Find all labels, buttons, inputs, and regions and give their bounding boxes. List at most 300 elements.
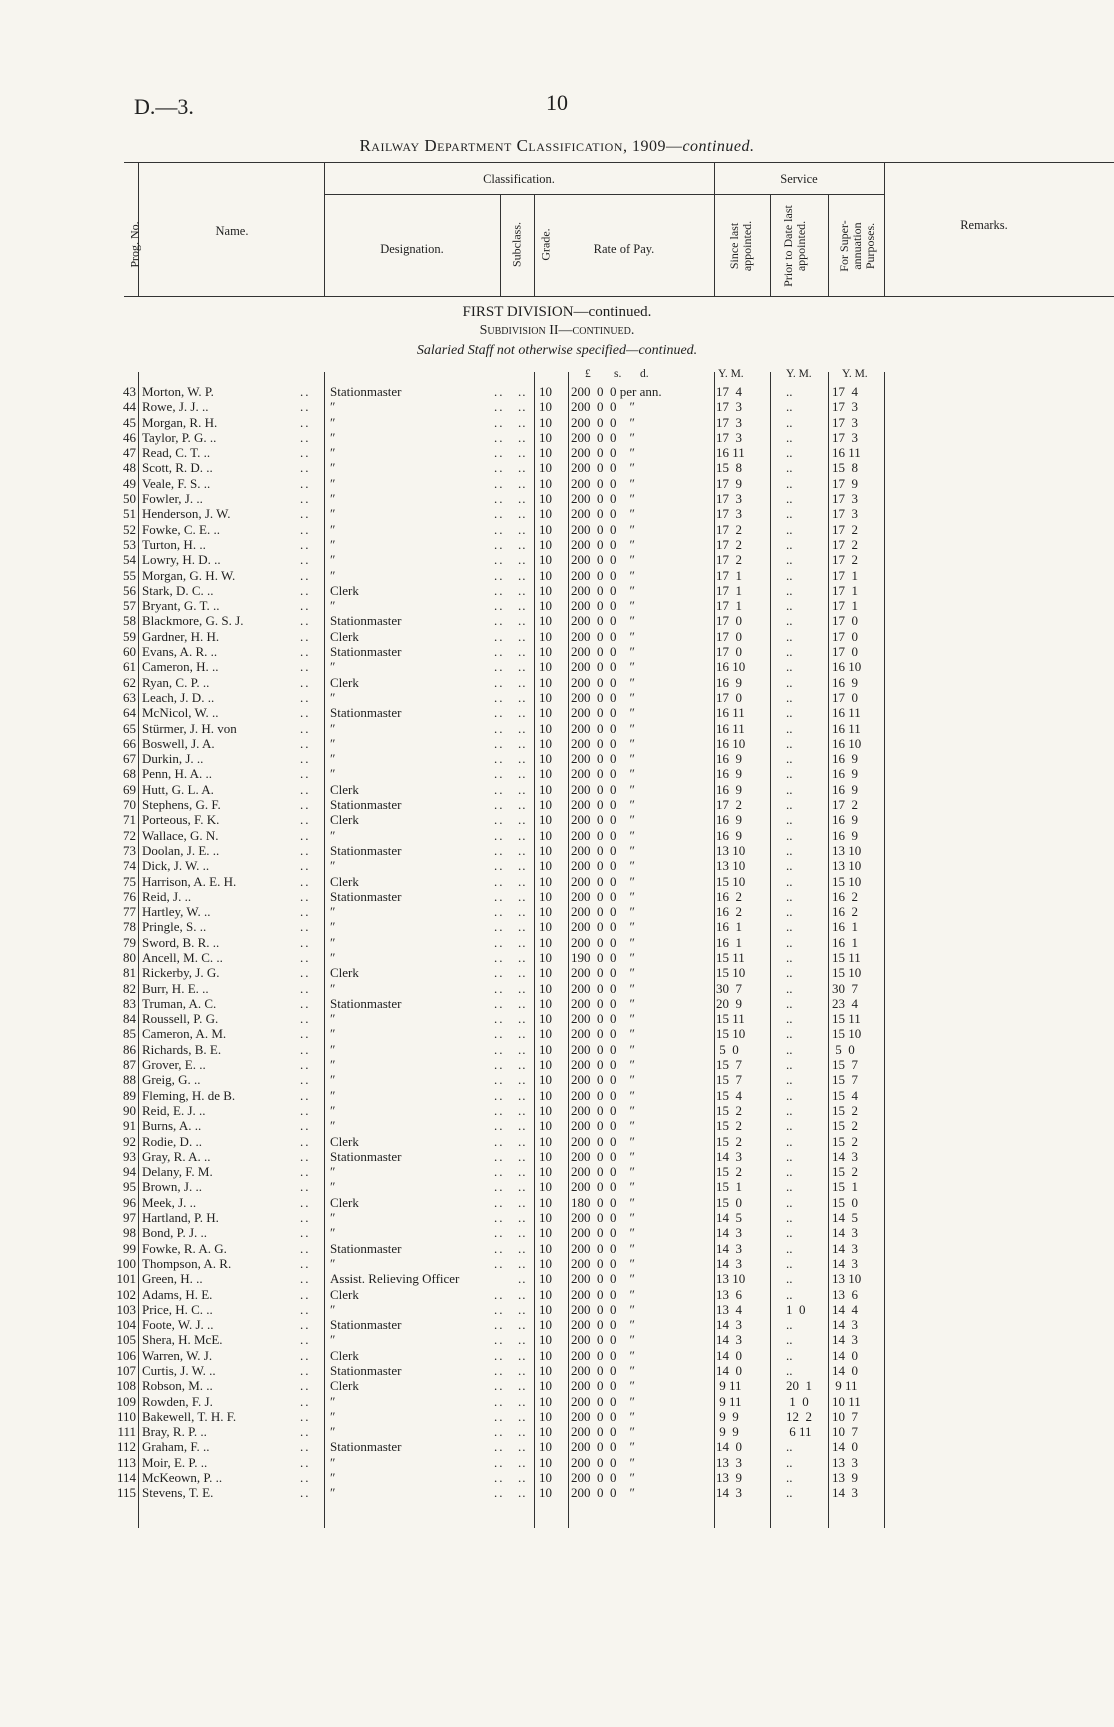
- row-superannuation: 14 0: [832, 1363, 858, 1378]
- row-superannuation: 14 5: [832, 1210, 858, 1226]
- row-since-last: 16 10: [716, 659, 746, 675]
- row-superannuation: 16 9: [832, 674, 858, 690]
- table-row: [0, 1332, 1114, 1347]
- row-leader: ..: [518, 766, 527, 782]
- row-designation: Stationmaster: [330, 613, 402, 629]
- row-name: Pringle, S. ..: [142, 919, 207, 935]
- row-number: 46: [123, 429, 136, 445]
- row-designation: Clerk: [330, 965, 359, 981]
- row-designation: ″: [330, 399, 336, 415]
- row-grade: 10: [539, 628, 552, 644]
- row-rate-of-pay: 200 0 0 ″: [571, 735, 635, 751]
- staff-heading: Salaried Staff not otherwise specified—continued.: [416, 343, 698, 358]
- row-leader: ..: [300, 598, 311, 614]
- table-row: [0, 1179, 1114, 1194]
- row-number: 45: [123, 414, 136, 430]
- table-row: [0, 1348, 1114, 1363]
- row-grade: 10: [539, 751, 552, 767]
- row-rate-of-pay: 200 0 0 ″: [571, 644, 635, 660]
- row-superannuation: 15 11: [832, 1011, 861, 1027]
- unit-prior: Y. M.: [786, 368, 812, 380]
- row-leader: ..: [494, 980, 505, 996]
- row-leader: ..: [494, 399, 505, 415]
- row-designation: ″: [330, 1255, 336, 1271]
- row-leader: ..: [518, 445, 527, 461]
- row-prior: 20 1: [786, 1378, 812, 1394]
- row-grade: 10: [539, 980, 552, 996]
- row-name: Dick, J. W. ..: [142, 858, 210, 874]
- row-number: 85: [123, 1026, 136, 1042]
- row-grade: 10: [539, 521, 552, 537]
- row-designation: ″: [330, 827, 336, 843]
- row-leader: ..: [494, 414, 505, 430]
- row-since-last: 15 2: [716, 1102, 742, 1118]
- row-designation: Assist. Relieving Officer: [330, 1271, 460, 1287]
- table-row: [0, 904, 1114, 919]
- unit-shillings: s.: [614, 368, 622, 380]
- table-row: [0, 1118, 1114, 1133]
- row-designation: ″: [330, 919, 336, 935]
- row-name: Lowry, H. D. ..: [142, 552, 221, 568]
- row-superannuation: 17 0: [832, 613, 858, 629]
- row-leader: ..: [518, 1194, 527, 1210]
- row-rate-of-pay: 200 0 0 ″: [571, 1408, 635, 1424]
- row-rate-of-pay: 200 0 0 ″: [571, 919, 635, 935]
- row-prior: ..: [786, 812, 793, 828]
- row-leader: ..: [494, 1225, 505, 1241]
- row-leader: ..: [300, 1087, 311, 1103]
- col-classification: Classification.: [483, 172, 555, 186]
- row-prior: ..: [786, 720, 793, 736]
- row-grade: 10: [539, 919, 552, 935]
- row-prior: ..: [786, 735, 793, 751]
- row-leader: ..: [518, 659, 527, 675]
- row-name: Rickerby, J. G.: [142, 965, 220, 981]
- row-leader: ..: [300, 1301, 311, 1317]
- row-grade: 10: [539, 1164, 552, 1180]
- row-prior: 6 11: [786, 1424, 812, 1440]
- row-since-last: 13 10: [716, 1271, 746, 1287]
- row-number: 69: [123, 781, 136, 797]
- row-leader: ..: [494, 1363, 505, 1378]
- row-leader: ..: [518, 1454, 527, 1470]
- row-superannuation: 17 2: [832, 797, 858, 813]
- table-row: [0, 1042, 1114, 1057]
- row-leader: ..: [494, 506, 505, 522]
- table-row: [0, 828, 1114, 843]
- row-name: Cameron, A. M.: [142, 1026, 227, 1042]
- row-leader: ..: [518, 888, 527, 904]
- row-leader: ..: [518, 1087, 527, 1103]
- row-grade: 10: [539, 674, 552, 690]
- row-since-last: 17 2: [716, 521, 742, 537]
- row-grade: 10: [539, 873, 552, 889]
- row-designation: ″: [330, 445, 336, 461]
- row-superannuation: 14 3: [832, 1317, 858, 1333]
- row-rate-of-pay: 200 0 0 ″: [571, 888, 635, 904]
- row-designation: Stationmaster: [330, 1240, 402, 1256]
- row-since-last: 13 3: [716, 1454, 742, 1470]
- row-leader: ..: [494, 797, 505, 813]
- row-name: Graham, F. ..: [142, 1439, 210, 1455]
- row-prior: ..: [786, 1057, 793, 1073]
- row-rate-of-pay: 200 0 0 ″: [571, 980, 635, 996]
- row-rate-of-pay: 200 0 0 ″: [571, 873, 635, 889]
- row-leader: ..: [518, 873, 527, 889]
- row-grade: 10: [539, 1011, 552, 1027]
- title-year: , 1909—: [622, 138, 683, 155]
- row-prior: ..: [786, 1041, 793, 1057]
- row-name: Grover, E. ..: [142, 1057, 206, 1073]
- row-rate-of-pay: 200 0 0 ″: [571, 1179, 635, 1195]
- row-number: 102: [116, 1286, 136, 1302]
- row-superannuation: 13 10: [832, 842, 862, 858]
- row-grade: 10: [539, 1454, 552, 1470]
- row-grade: 10: [539, 1271, 552, 1287]
- row-name: Scott, R. D. ..: [142, 460, 213, 476]
- row-grade: 10: [539, 644, 552, 660]
- row-leader: ..: [300, 1317, 311, 1333]
- row-name: Shera, H. McE.: [142, 1332, 223, 1348]
- row-leader: ..: [300, 1026, 311, 1042]
- row-since-last: 17 0: [716, 628, 742, 644]
- row-rate-of-pay: 200 0 0 ″: [571, 1439, 635, 1455]
- row-leader: ..: [494, 858, 505, 874]
- row-leader: ..: [300, 1286, 311, 1302]
- page-title: [0, 136, 1114, 156]
- row-since-last: 9 11: [716, 1393, 742, 1409]
- service-rule: [714, 194, 884, 195]
- row-superannuation: 17 1: [832, 567, 858, 583]
- row-prior: ..: [786, 460, 793, 476]
- row-leader: ..: [494, 659, 505, 675]
- row-superannuation: 14 0: [832, 1347, 858, 1363]
- row-leader: ..: [300, 766, 311, 782]
- row-designation: ″: [330, 506, 336, 522]
- row-leader: ..: [494, 735, 505, 751]
- header-divider: [500, 194, 501, 296]
- row-designation: Clerk: [330, 1347, 359, 1363]
- row-rate-of-pay: 200 0 0 ″: [571, 934, 635, 950]
- row-leader: ..: [494, 689, 505, 705]
- row-name: Bakewell, T. H. F.: [142, 1408, 237, 1424]
- row-superannuation: 17 0: [832, 689, 858, 705]
- row-leader: ..: [518, 995, 527, 1011]
- row-superannuation: 14 3: [832, 1148, 858, 1164]
- row-designation: Stationmaster: [330, 1317, 402, 1333]
- row-designation: Clerk: [330, 1194, 359, 1210]
- table-row: [0, 583, 1114, 598]
- table-row: [0, 996, 1114, 1011]
- row-leader: ..: [518, 567, 527, 583]
- row-designation: ″: [330, 491, 336, 507]
- row-leader: ..: [518, 1179, 527, 1195]
- row-leader: ..: [518, 934, 527, 950]
- row-name: Veale, F. S. ..: [142, 475, 211, 491]
- row-leader: ..: [300, 1393, 311, 1409]
- row-name: Durkin, J. ..: [142, 751, 204, 767]
- row-prior: ..: [786, 995, 793, 1011]
- row-leader: ..: [494, 1393, 505, 1409]
- row-leader: ..: [518, 598, 527, 614]
- row-grade: 10: [539, 827, 552, 843]
- row-designation: Stationmaster: [330, 1148, 402, 1164]
- row-name: Moir, E. P. ..: [142, 1454, 208, 1470]
- row-superannuation: 16 11: [832, 705, 861, 721]
- row-designation: ″: [330, 460, 336, 476]
- row-leader: ..: [300, 735, 311, 751]
- row-rate-of-pay: 200 0 0 ″: [571, 445, 635, 461]
- row-superannuation: 15 7: [832, 1072, 858, 1088]
- row-leader: ..: [494, 1286, 505, 1302]
- row-leader: ..: [518, 1332, 527, 1348]
- row-number: 66: [123, 735, 136, 751]
- table-row: [0, 568, 1114, 583]
- row-rate-of-pay: 200 0 0 ″: [571, 552, 635, 568]
- row-leader: ..: [494, 1408, 505, 1424]
- row-grade: 10: [539, 659, 552, 675]
- table-row: [0, 675, 1114, 690]
- row-grade: 10: [539, 1439, 552, 1455]
- row-leader: ..: [494, 674, 505, 690]
- row-grade: 10: [539, 1194, 552, 1210]
- row-superannuation: 14 3: [832, 1255, 858, 1271]
- row-prior: ..: [786, 797, 793, 813]
- table-row: [0, 430, 1114, 445]
- row-grade: 10: [539, 1072, 552, 1088]
- row-leader: ..: [300, 567, 311, 583]
- row-rate-of-pay: 200 0 0 ″: [571, 858, 635, 874]
- row-rate-of-pay: 200 0 0 ″: [571, 827, 635, 843]
- row-since-last: 30 7: [716, 980, 742, 996]
- row-leader: ..: [518, 1041, 527, 1057]
- row-designation: ″: [330, 934, 336, 950]
- row-rate-of-pay: 200 0 0 ″: [571, 536, 635, 552]
- table-row: [0, 1225, 1114, 1240]
- row-grade: 10: [539, 1133, 552, 1149]
- row-prior: ..: [786, 1454, 793, 1470]
- table-row: [0, 736, 1114, 751]
- row-name: Harrison, A. E. H.: [142, 873, 237, 889]
- row-name: Wallace, G. N.: [142, 827, 219, 843]
- row-prior: ..: [786, 552, 793, 568]
- row-superannuation: 17 2: [832, 521, 858, 537]
- row-leader: ..: [518, 1210, 527, 1226]
- division-heading: FIRST DIVISION—continued.: [462, 304, 652, 320]
- row-since-last: 14 5: [716, 1210, 742, 1226]
- row-grade: 10: [539, 1408, 552, 1424]
- row-number: 51: [123, 506, 136, 522]
- row-superannuation: 9 11: [832, 1378, 858, 1394]
- row-prior: ..: [786, 919, 793, 935]
- row-leader: ..: [518, 1363, 527, 1378]
- row-grade: 10: [539, 1470, 552, 1486]
- row-since-last: 15 2: [716, 1133, 742, 1149]
- row-number: 75: [123, 873, 136, 889]
- row-superannuation: 17 2: [832, 536, 858, 552]
- row-leader: ..: [494, 1210, 505, 1226]
- row-number: 44: [123, 399, 136, 415]
- row-name: Warren, W. J.: [142, 1347, 213, 1363]
- row-superannuation: 14 3: [832, 1332, 858, 1348]
- col-remarks: Remarks.: [960, 218, 1008, 232]
- row-leader: ..: [300, 995, 311, 1011]
- row-rate-of-pay: 200 0 0 ″: [571, 628, 635, 644]
- row-since-last: 15 10: [716, 873, 746, 889]
- row-since-last: 15 2: [716, 1164, 742, 1180]
- col-prior-to-date: Prior to Date last appointed.: [781, 205, 808, 287]
- row-superannuation: 13 3: [832, 1454, 858, 1470]
- row-superannuation: 15 1: [832, 1179, 858, 1195]
- row-number: 103: [116, 1301, 136, 1317]
- row-superannuation: 13 9: [832, 1470, 858, 1486]
- row-number: 53: [123, 536, 136, 552]
- row-rate-of-pay: 200 0 0 ″: [571, 1072, 635, 1088]
- row-leader: ..: [300, 1347, 311, 1363]
- row-rate-of-pay: 200 0 0 ″: [571, 1225, 635, 1241]
- row-name: Fowke, C. E. ..: [142, 521, 220, 537]
- row-rate-of-pay: 200 0 0 ″: [571, 812, 635, 828]
- row-leader: ..: [300, 1210, 311, 1226]
- row-name: Stürmer, J. H. von: [142, 720, 237, 736]
- row-number: 73: [123, 842, 136, 858]
- row-designation: ″: [330, 949, 336, 965]
- row-leader: ..: [518, 1439, 527, 1455]
- row-leader: ..: [518, 628, 527, 644]
- row-prior: ..: [786, 644, 793, 660]
- row-designation: ″: [330, 1301, 336, 1317]
- row-rate-of-pay: 200 0 0 ″: [571, 1118, 635, 1134]
- row-since-last: 15 8: [716, 460, 742, 476]
- row-leader: ..: [300, 842, 311, 858]
- row-leader: ..: [494, 812, 505, 828]
- row-number: 114: [116, 1470, 136, 1486]
- row-grade: 10: [539, 1347, 552, 1363]
- row-grade: 10: [539, 1301, 552, 1317]
- row-leader: ..: [518, 858, 527, 874]
- row-designation: Clerk: [330, 628, 359, 644]
- row-superannuation: 17 0: [832, 644, 858, 660]
- table-row: [0, 705, 1114, 720]
- row-since-last: 17 3: [716, 506, 742, 522]
- header-divider: [770, 194, 771, 296]
- row-superannuation: 16 11: [832, 720, 861, 736]
- row-rate-of-pay: 200 0 0 ″: [571, 399, 635, 415]
- row-leader: ..: [518, 1408, 527, 1424]
- row-leader: ..: [494, 582, 505, 598]
- row-grade: 10: [539, 445, 552, 461]
- row-leader: ..: [494, 429, 505, 445]
- row-designation: ″: [330, 552, 336, 568]
- row-grade: 10: [539, 781, 552, 797]
- row-prior: ..: [786, 598, 793, 614]
- row-grade: 10: [539, 689, 552, 705]
- table-row: [0, 629, 1114, 644]
- row-grade: 10: [539, 1485, 552, 1501]
- row-leader: ..: [494, 491, 505, 507]
- row-rate-of-pay: 190 0 0 ″: [571, 949, 635, 965]
- row-name: Burns, A. ..: [142, 1118, 202, 1134]
- row-number: 62: [123, 674, 136, 690]
- row-leader: ..: [518, 1072, 527, 1088]
- row-leader: ..: [494, 1255, 505, 1271]
- row-designation: ″: [330, 766, 336, 782]
- row-prior: ..: [786, 873, 793, 889]
- row-number: 71: [123, 812, 136, 828]
- row-leader: ..: [518, 1240, 527, 1256]
- row-prior: ..: [786, 1026, 793, 1042]
- row-superannuation: 30 7: [832, 980, 858, 996]
- row-leader: ..: [300, 674, 311, 690]
- row-designation: ″: [330, 689, 336, 705]
- row-superannuation: 14 3: [832, 1225, 858, 1241]
- row-designation: ″: [330, 858, 336, 874]
- row-number: 109: [116, 1393, 136, 1409]
- row-leader: ..: [518, 797, 527, 813]
- row-since-last: 16 9: [716, 751, 742, 767]
- row-since-last: 14 3: [716, 1240, 742, 1256]
- row-superannuation: 17 4: [832, 384, 858, 399]
- row-designation: ″: [330, 659, 336, 675]
- unit-pence: d.: [640, 368, 649, 380]
- row-leader: ..: [300, 582, 311, 598]
- row-since-last: 9 11: [716, 1378, 742, 1394]
- row-superannuation: 15 10: [832, 1026, 862, 1042]
- row-since-last: 13 9: [716, 1470, 742, 1486]
- row-leader: ..: [494, 827, 505, 843]
- row-number: 91: [123, 1118, 136, 1134]
- row-number: 86: [123, 1041, 136, 1057]
- table-row: [0, 1302, 1114, 1317]
- unit-pounds: £: [585, 368, 591, 380]
- row-leader: ..: [494, 475, 505, 491]
- row-number: 76: [123, 888, 136, 904]
- row-rate-of-pay: 200 0 0 ″: [571, 1378, 635, 1394]
- row-prior: ..: [786, 1286, 793, 1302]
- row-prior: ..: [786, 965, 793, 981]
- row-designation: ″: [330, 720, 336, 736]
- row-designation: Stationmaster: [330, 384, 402, 399]
- row-grade: 10: [539, 797, 552, 813]
- row-leader: ..: [518, 475, 527, 491]
- row-number: 100: [116, 1255, 136, 1271]
- table-row: [0, 843, 1114, 858]
- row-leader: ..: [518, 1255, 527, 1271]
- row-grade: 10: [539, 1179, 552, 1195]
- row-designation: ″: [330, 521, 336, 537]
- row-prior: ..: [786, 429, 793, 445]
- row-name: Adams, H. E.: [142, 1286, 213, 1302]
- row-grade: 10: [539, 1286, 552, 1302]
- row-superannuation: 15 10: [832, 965, 862, 981]
- row-name: Morton, W. P.: [142, 384, 214, 399]
- row-name: Cameron, H. ..: [142, 659, 219, 675]
- table-row: [0, 965, 1114, 980]
- row-number: 107: [116, 1363, 136, 1378]
- row-leader: ..: [518, 399, 527, 415]
- row-superannuation: 16 1: [832, 934, 858, 950]
- row-rate-of-pay: 200 0 0 ″: [571, 521, 635, 537]
- row-name: Leach, J. D. ..: [142, 689, 215, 705]
- title-main: Railway Department Classification: [359, 136, 623, 155]
- row-grade: 10: [539, 613, 552, 629]
- row-prior: ..: [786, 1011, 793, 1027]
- row-since-last: 17 3: [716, 399, 742, 415]
- row-leader: ..: [518, 1225, 527, 1241]
- table-row: [0, 1409, 1114, 1424]
- table-row: [0, 782, 1114, 797]
- row-since-last: 15 10: [716, 1026, 746, 1042]
